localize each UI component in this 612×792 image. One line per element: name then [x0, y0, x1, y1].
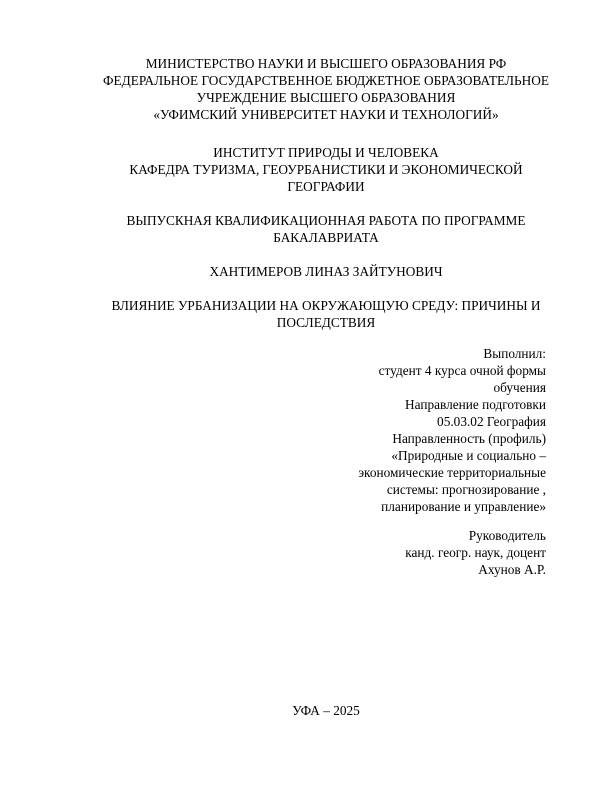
performer-profile-line-3: системы: прогнозирование , — [386, 482, 546, 497]
performer-profile-line-1: «Природные и социально – — [391, 448, 546, 463]
work-type-block — [60, 212, 592, 246]
supervisor-name: Ахунов А.Р. — [478, 562, 546, 577]
performer-profile-line-4: планирование и управление» — [381, 499, 546, 514]
supervisor-degree: канд. геогр. наук, доцент — [405, 545, 546, 560]
thesis-title-line-1: ВЛИЯНИЕ УРБАНИЗАЦИИ НА ОКРУЖАЮЩУЮ СРЕДУ: ПРИЧИНЫ И — [111, 298, 541, 313]
institute-name: ИНСТИТУТ ПРИРОДЫ И ЧЕЛОВЕКА — [213, 145, 439, 160]
supervisor-block — [306, 527, 546, 578]
header-line-ministry: МИНИСТЕРСТВО НАУКИ И ВЫСШЕГО ОБРАЗОВАНИЯ РФ — [145, 56, 507, 71]
department-name: КАФЕДРА ТУРИЗМА, ГЕОУРБАНИСТИКИ И ЭКОНОМИЧЕСКОЙ — [129, 162, 523, 177]
department-name-continued: ГЕОГРАФИИ — [287, 179, 365, 194]
performer-direction-label: Направление подготовки — [405, 397, 546, 412]
author-name: ХАНТИМЕРОВ ЛИНАЗ ЗАЙТУНОВИЧ — [209, 264, 443, 279]
header-line-federal: ФЕДЕРАЛЬНОЕ ГОСУДАРСТВЕННОЕ БЮДЖЕТНОЕ ОБРАЗОВАТЕЛЬНОЕ — [103, 73, 549, 88]
performer-profile-label: Направленность (профиль) — [392, 431, 546, 446]
work-type-line-2: БАКАЛАВРИАТА — [273, 230, 379, 245]
thesis-title — [60, 297, 592, 331]
header-line-institution: УЧРЕЖДЕНИЕ ВЫСШЕГО ОБРАЗОВАНИЯ — [196, 90, 456, 105]
institute-block — [60, 144, 592, 195]
footer-city-year — [60, 702, 592, 719]
performer-student: студент 4 курса очной формы — [378, 363, 546, 378]
work-type-line-1: ВЫПУСКНАЯ КВАЛИФИКАЦИОННАЯ РАБОТА ПО ПРОГРАММЕ — [126, 213, 526, 228]
performer-block — [306, 345, 546, 515]
performer-label: Выполнил: — [483, 346, 546, 361]
performer-study-form: обучения — [493, 380, 546, 395]
ministry-header — [60, 55, 592, 123]
author-block — [60, 263, 592, 280]
thesis-title-line-2: ПОСЛЕДСТВИЯ — [276, 315, 376, 330]
performer-profile-line-2: экономические территориальные — [358, 465, 546, 480]
supervisor-label: Руководитель — [468, 528, 546, 543]
performer-direction-code: 05.03.02 География — [437, 414, 546, 429]
header-line-university: «УФИМСКИЙ УНИВЕРСИТЕТ НАУКИ И ТЕХНОЛОГИЙ» — [153, 107, 499, 122]
city-year: УФА – 2025 — [292, 703, 360, 718]
